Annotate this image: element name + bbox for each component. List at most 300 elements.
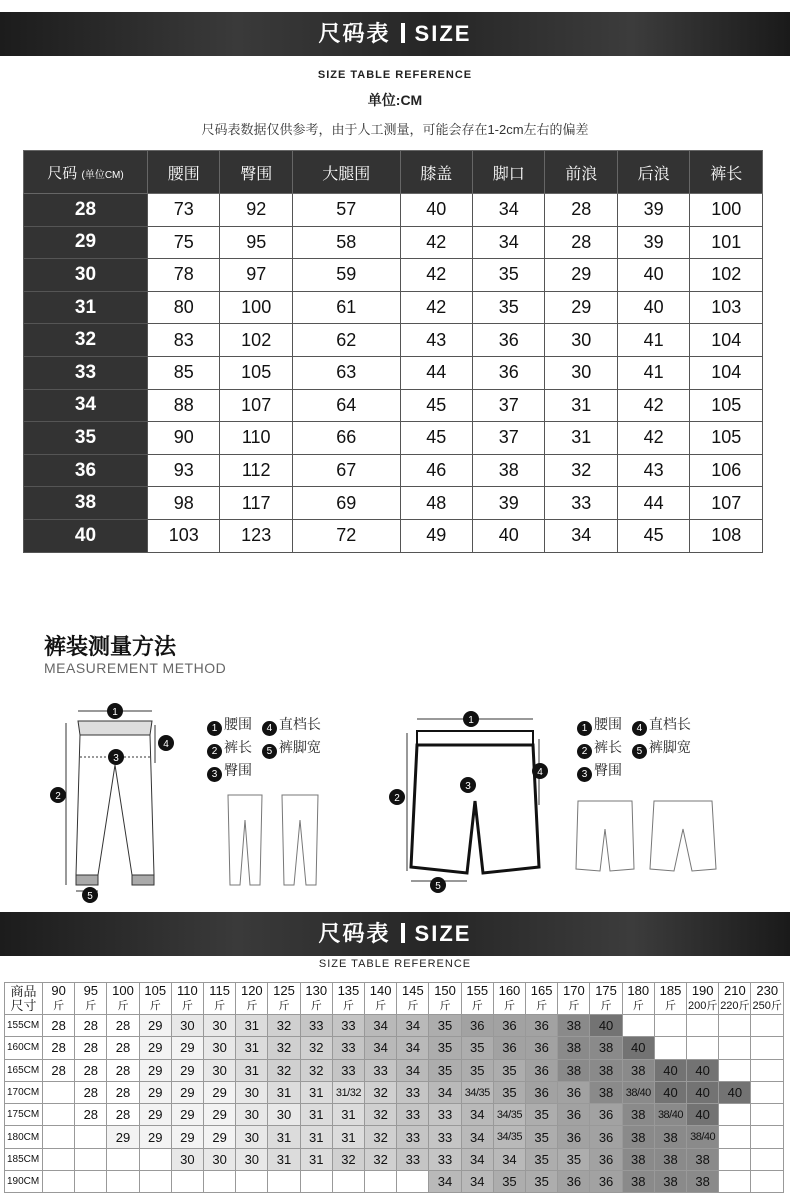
size-cell: 38 (622, 1104, 654, 1126)
size-cell (300, 1171, 332, 1193)
size-value: 34 (473, 194, 545, 227)
size-table-header (24, 151, 763, 194)
size-value: 102 (690, 259, 763, 292)
weight-header: 100 斤 (107, 983, 139, 1015)
size-cell (751, 1104, 784, 1126)
size-cell: 35 (526, 1171, 558, 1193)
size-value: 39 (617, 226, 689, 259)
size-cell: 31 (268, 1081, 300, 1103)
size-value: 28 (545, 194, 617, 227)
size-value: 90 (148, 422, 220, 455)
size-cell (622, 1015, 654, 1037)
size-cell: 33 (429, 1126, 461, 1148)
size-cell: 36 (590, 1148, 622, 1170)
size-cell: 38 (558, 1059, 590, 1081)
size-row (24, 519, 763, 552)
legend-item: 3 臀围 (207, 762, 252, 778)
weight-header: 150 斤 (429, 983, 461, 1015)
weight-header: 230 250斤 (751, 983, 784, 1015)
svg-text:3: 3 (465, 781, 471, 792)
size-row (24, 389, 763, 422)
size-cell (751, 1081, 784, 1103)
banner-cn: 尺码表 (318, 21, 391, 46)
size-table-reference-label-2: SIZE TABLE REFERENCE (318, 958, 472, 970)
header-col: 膝盖 (400, 151, 472, 194)
size-value: 107 (690, 487, 763, 520)
size-value: 42 (400, 291, 472, 324)
size-label: 36 (24, 454, 148, 487)
size-value: 37 (473, 422, 545, 455)
size-cell: 30 (236, 1081, 268, 1103)
weight-header: 130 斤 (300, 983, 332, 1015)
size-value: 102 (220, 324, 292, 357)
size-cell: 33 (332, 1059, 364, 1081)
size-cell (751, 1148, 784, 1170)
header-col: 脚口 (473, 151, 545, 194)
svg-text:5: 5 (87, 891, 93, 902)
size-value: 28 (545, 226, 617, 259)
size-cell: 31 (300, 1104, 332, 1126)
size-cell: 40 (687, 1104, 719, 1126)
size-value: 72 (292, 519, 400, 552)
size-cell: 36 (526, 1015, 558, 1037)
size-value: 30 (545, 356, 617, 389)
size-value: 29 (545, 291, 617, 324)
header-size: 尺码 (单位CM) (24, 151, 148, 194)
size-cell: 29 (139, 1015, 171, 1037)
size-value: 45 (400, 422, 472, 455)
legend-item: 4 直档长 (632, 716, 691, 732)
height-label: 155CM (5, 1015, 43, 1037)
legend-item: 5 裤脚宽 (632, 739, 691, 755)
size-cell: 30 (171, 1015, 203, 1037)
size-cell: 28 (75, 1059, 107, 1081)
size-cell (43, 1081, 75, 1103)
size-cell: 33 (332, 1037, 364, 1059)
size-cell: 38 (654, 1171, 686, 1193)
size-row (24, 454, 763, 487)
size-cell (719, 1171, 751, 1193)
size-cell (397, 1171, 429, 1193)
size-value: 59 (292, 259, 400, 292)
size-cell (171, 1171, 203, 1193)
weight-header: 110 斤 (171, 983, 203, 1015)
size-cell: 38 (558, 1037, 590, 1059)
weight-header: 155 斤 (461, 983, 493, 1015)
weight-header: 115 斤 (204, 983, 236, 1015)
legend-item: 1 腰围 (207, 716, 252, 732)
corner-label: 商品 尺寸 (5, 983, 43, 1015)
size-cell: 33 (332, 1015, 364, 1037)
size-value: 75 (148, 226, 220, 259)
size-cell (107, 1148, 139, 1170)
size-cell: 29 (171, 1081, 203, 1103)
size-cell: 40 (654, 1081, 686, 1103)
size-row (24, 226, 763, 259)
size-cell (75, 1171, 107, 1193)
banner-en: SIZE (414, 21, 472, 46)
size-cell: 29 (171, 1126, 203, 1148)
size-cell (719, 1059, 751, 1081)
size-cell: 38/40 (622, 1081, 654, 1103)
svg-text:5: 5 (435, 881, 441, 892)
size-value: 43 (617, 454, 689, 487)
long-pants-diagram (40, 695, 210, 905)
size-cell: 28 (107, 1081, 139, 1103)
size-value: 100 (690, 194, 763, 227)
weight-header: 180 斤 (622, 983, 654, 1015)
size-cell: 36 (590, 1171, 622, 1193)
size-value: 63 (292, 356, 400, 389)
size-cell (107, 1171, 139, 1193)
weight-header: 90 斤 (43, 983, 75, 1015)
size-value: 42 (400, 259, 472, 292)
height-row (5, 1126, 784, 1148)
size-cell: 29 (171, 1059, 203, 1081)
weight-header: 160 斤 (493, 983, 525, 1015)
size-cell: 36 (526, 1081, 558, 1103)
height-label: 190CM (5, 1171, 43, 1193)
size-cell: 32 (365, 1104, 397, 1126)
size-cell: 40 (622, 1037, 654, 1059)
size-cell: 29 (204, 1126, 236, 1148)
banner-cn: 尺码表 (318, 921, 391, 946)
size-cell: 34 (397, 1015, 429, 1037)
weight-header: 145 斤 (397, 983, 429, 1015)
weight-header: 185 斤 (654, 983, 686, 1015)
size-cell: 29 (204, 1081, 236, 1103)
size-value: 44 (617, 487, 689, 520)
header-col: 后浪 (617, 151, 689, 194)
weight-header: 165 斤 (526, 983, 558, 1015)
size-cell: 33 (365, 1059, 397, 1081)
weight-header: 125 斤 (268, 983, 300, 1015)
size-value: 46 (400, 454, 472, 487)
svg-text:2: 2 (394, 793, 400, 804)
size-cell (365, 1171, 397, 1193)
size-value: 36 (473, 356, 545, 389)
size-value: 103 (148, 519, 220, 552)
size-cell: 35 (526, 1126, 558, 1148)
size-cell (719, 1148, 751, 1170)
size-value: 105 (690, 389, 763, 422)
size-value: 35 (473, 259, 545, 292)
size-cell: 35 (429, 1037, 461, 1059)
legend-item: 1 腰围 (577, 716, 622, 732)
size-row (24, 194, 763, 227)
size-value: 45 (400, 389, 472, 422)
size-cell (43, 1126, 75, 1148)
measurement-subtitle: MEASUREMENT METHOD (44, 660, 227, 676)
size-value: 42 (617, 389, 689, 422)
size-value: 66 (292, 422, 400, 455)
size-value: 97 (220, 259, 292, 292)
size-value: 44 (400, 356, 472, 389)
size-cell (751, 1059, 784, 1081)
size-value: 123 (220, 519, 292, 552)
size-cell: 33 (300, 1015, 332, 1037)
height-label: 180CM (5, 1126, 43, 1148)
size-cell (751, 1171, 784, 1193)
weight-header: 140 斤 (365, 983, 397, 1015)
size-cell: 36 (590, 1126, 622, 1148)
size-value: 30 (545, 324, 617, 357)
size-cell: 30 (171, 1148, 203, 1170)
size-cell (751, 1126, 784, 1148)
size-value: 45 (617, 519, 689, 552)
weight-header: 95 斤 (75, 983, 107, 1015)
svg-text:4: 4 (163, 739, 169, 750)
legend-item: 5 裤脚宽 (262, 739, 321, 755)
size-cell: 34 (397, 1037, 429, 1059)
header-col: 腰围 (148, 151, 220, 194)
size-row (24, 356, 763, 389)
weight-header-row (5, 983, 784, 1015)
size-value: 98 (148, 487, 220, 520)
size-cell: 40 (687, 1059, 719, 1081)
size-cell: 33 (429, 1148, 461, 1170)
size-cell: 35 (461, 1059, 493, 1081)
size-cell: 29 (204, 1104, 236, 1126)
size-value: 42 (617, 422, 689, 455)
size-value: 40 (473, 519, 545, 552)
size-value: 36 (473, 324, 545, 357)
size-label: 38 (24, 487, 148, 520)
size-cell: 38 (654, 1126, 686, 1148)
size-cell: 30 (236, 1104, 268, 1126)
size-label: 32 (24, 324, 148, 357)
size-cell: 28 (75, 1015, 107, 1037)
size-cell (654, 1037, 686, 1059)
size-cell: 32 (268, 1037, 300, 1059)
size-cell: 40 (654, 1059, 686, 1081)
size-cell: 28 (75, 1104, 107, 1126)
size-cell: 38 (590, 1037, 622, 1059)
size-cell: 33 (397, 1104, 429, 1126)
size-cell: 28 (75, 1081, 107, 1103)
size-label: 29 (24, 226, 148, 259)
weight-header: 135 斤 (332, 983, 364, 1015)
size-cell: 30 (204, 1148, 236, 1170)
size-cell: 34 (429, 1171, 461, 1193)
size-cell: 38 (622, 1126, 654, 1148)
size-label: 40 (24, 519, 148, 552)
size-value: 40 (400, 194, 472, 227)
size-value: 88 (148, 389, 220, 422)
size-cell: 34 (461, 1104, 493, 1126)
unit-label: 单位:CM (367, 92, 423, 108)
height-label: 170CM (5, 1081, 43, 1103)
size-cell (204, 1171, 236, 1193)
size-cell: 36 (558, 1171, 590, 1193)
shorts-thumbnails (570, 795, 720, 875)
size-value: 69 (292, 487, 400, 520)
size-cell: 32 (268, 1059, 300, 1081)
size-cell (719, 1126, 751, 1148)
size-cell: 29 (139, 1037, 171, 1059)
size-cell: 30 (236, 1148, 268, 1170)
size-cell: 35 (461, 1037, 493, 1059)
size-cell: 38 (654, 1148, 686, 1170)
size-cell: 38 (590, 1081, 622, 1103)
legend-shorts (577, 713, 717, 782)
size-cell: 34 (365, 1015, 397, 1037)
legend-item: 3 臀围 (577, 762, 622, 778)
weight-header: 175 斤 (590, 983, 622, 1015)
size-cell: 31/32 (332, 1081, 364, 1103)
header-col: 臀围 (220, 151, 292, 194)
size-cell: 38/40 (687, 1126, 719, 1148)
height-label: 160CM (5, 1037, 43, 1059)
size-value: 38 (473, 454, 545, 487)
weight-header: 190 200斤 (687, 983, 719, 1015)
size-cell: 36 (493, 1015, 525, 1037)
banner-divider (401, 23, 405, 43)
size-value: 48 (400, 487, 472, 520)
size-cell: 38 (687, 1148, 719, 1170)
size-cell: 32 (268, 1015, 300, 1037)
size-cell (751, 1037, 784, 1059)
size-cell: 30 (268, 1104, 300, 1126)
size-cell: 32 (300, 1059, 332, 1081)
size-value: 41 (617, 356, 689, 389)
size-cell: 32 (365, 1081, 397, 1103)
size-value: 106 (690, 454, 763, 487)
size-cell: 28 (107, 1104, 139, 1126)
size-cell: 40 (687, 1081, 719, 1103)
size-cell: 29 (107, 1126, 139, 1148)
size-cell: 40 (719, 1081, 751, 1103)
size-cell (332, 1171, 364, 1193)
header-col: 大腿围 (292, 151, 400, 194)
size-value: 43 (400, 324, 472, 357)
size-cell: 30 (204, 1015, 236, 1037)
size-label: 31 (24, 291, 148, 324)
size-table (23, 150, 763, 553)
size-value: 108 (690, 519, 763, 552)
height-row (5, 1015, 784, 1037)
size-cell: 34 (397, 1059, 429, 1081)
size-cell: 34 (429, 1081, 461, 1103)
svg-text:1: 1 (112, 707, 118, 718)
legend-item: 2 裤长 (577, 739, 622, 755)
size-cell: 29 (139, 1081, 171, 1103)
height-label: 175CM (5, 1104, 43, 1126)
size-value: 40 (617, 291, 689, 324)
size-cell: 32 (332, 1148, 364, 1170)
weight-header: 120 斤 (236, 983, 268, 1015)
size-cell: 32 (365, 1148, 397, 1170)
size-value: 83 (148, 324, 220, 357)
size-label: 33 (24, 356, 148, 389)
size-cell: 38 (590, 1059, 622, 1081)
size-cell: 33 (429, 1104, 461, 1126)
weight-header: 105 斤 (139, 983, 171, 1015)
size-cell: 31 (268, 1126, 300, 1148)
size-cell (687, 1015, 719, 1037)
banner-divider (401, 923, 405, 943)
size-cell: 36 (526, 1037, 558, 1059)
size-value: 34 (545, 519, 617, 552)
size-value: 31 (545, 422, 617, 455)
size-cell: 29 (171, 1037, 203, 1059)
size-value: 78 (148, 259, 220, 292)
size-row (24, 291, 763, 324)
size-cell: 32 (365, 1126, 397, 1148)
size-value: 85 (148, 356, 220, 389)
size-cell: 31 (300, 1126, 332, 1148)
size-label: 28 (24, 194, 148, 227)
banner-en: SIZE (414, 921, 472, 946)
size-value: 67 (292, 454, 400, 487)
size-cell: 35 (493, 1171, 525, 1193)
size-table-reference-label: SIZE TABLE REFERENCE (317, 69, 473, 81)
size-cell: 38 (558, 1015, 590, 1037)
size-cell: 36 (493, 1037, 525, 1059)
size-cell (268, 1171, 300, 1193)
size-cell (687, 1037, 719, 1059)
size-value: 104 (690, 356, 763, 389)
size-value: 29 (545, 259, 617, 292)
size-cell: 35 (493, 1081, 525, 1103)
size-cell: 31 (300, 1081, 332, 1103)
size-value: 32 (545, 454, 617, 487)
size-value: 58 (292, 226, 400, 259)
size-value: 107 (220, 389, 292, 422)
long-pants-thumbnails (220, 790, 340, 890)
legend-item: 2 裤长 (207, 739, 252, 755)
size-cell: 34 (461, 1148, 493, 1170)
size-cell: 36 (461, 1015, 493, 1037)
height-label: 185CM (5, 1148, 43, 1170)
size-cell: 36 (558, 1126, 590, 1148)
size-cell: 38 (622, 1059, 654, 1081)
size-cell (75, 1126, 107, 1148)
size-cell: 30 (204, 1059, 236, 1081)
size-label: 34 (24, 389, 148, 422)
disclaimer-note: 尺码表数据仅供参考，由于人工测量，可能会存在1-2cm左右的偏差 (201, 122, 589, 137)
size-cell: 34 (461, 1126, 493, 1148)
size-value: 49 (400, 519, 472, 552)
size-cell: 28 (107, 1015, 139, 1037)
size-cell: 35 (526, 1148, 558, 1170)
size-cell: 35 (429, 1015, 461, 1037)
size-cell: 31 (332, 1126, 364, 1148)
size-value: 57 (292, 194, 400, 227)
size-cell: 31 (236, 1059, 268, 1081)
size-value: 33 (545, 487, 617, 520)
size-cell: 30 (204, 1037, 236, 1059)
size-value: 110 (220, 422, 292, 455)
size-value: 93 (148, 454, 220, 487)
height-row (5, 1104, 784, 1126)
size-cell: 31 (332, 1104, 364, 1126)
size-cell (654, 1015, 686, 1037)
size-cell: 40 (590, 1015, 622, 1037)
size-cell (139, 1171, 171, 1193)
size-value: 31 (545, 389, 617, 422)
bottom-banner (0, 912, 790, 956)
size-value: 101 (690, 226, 763, 259)
svg-text:1: 1 (468, 715, 474, 726)
size-row (24, 422, 763, 455)
size-cell: 29 (139, 1059, 171, 1081)
size-value: 39 (617, 194, 689, 227)
size-cell: 28 (107, 1037, 139, 1059)
height-label: 165CM (5, 1059, 43, 1081)
size-cell: 30 (236, 1126, 268, 1148)
size-cell: 34 (493, 1148, 525, 1170)
